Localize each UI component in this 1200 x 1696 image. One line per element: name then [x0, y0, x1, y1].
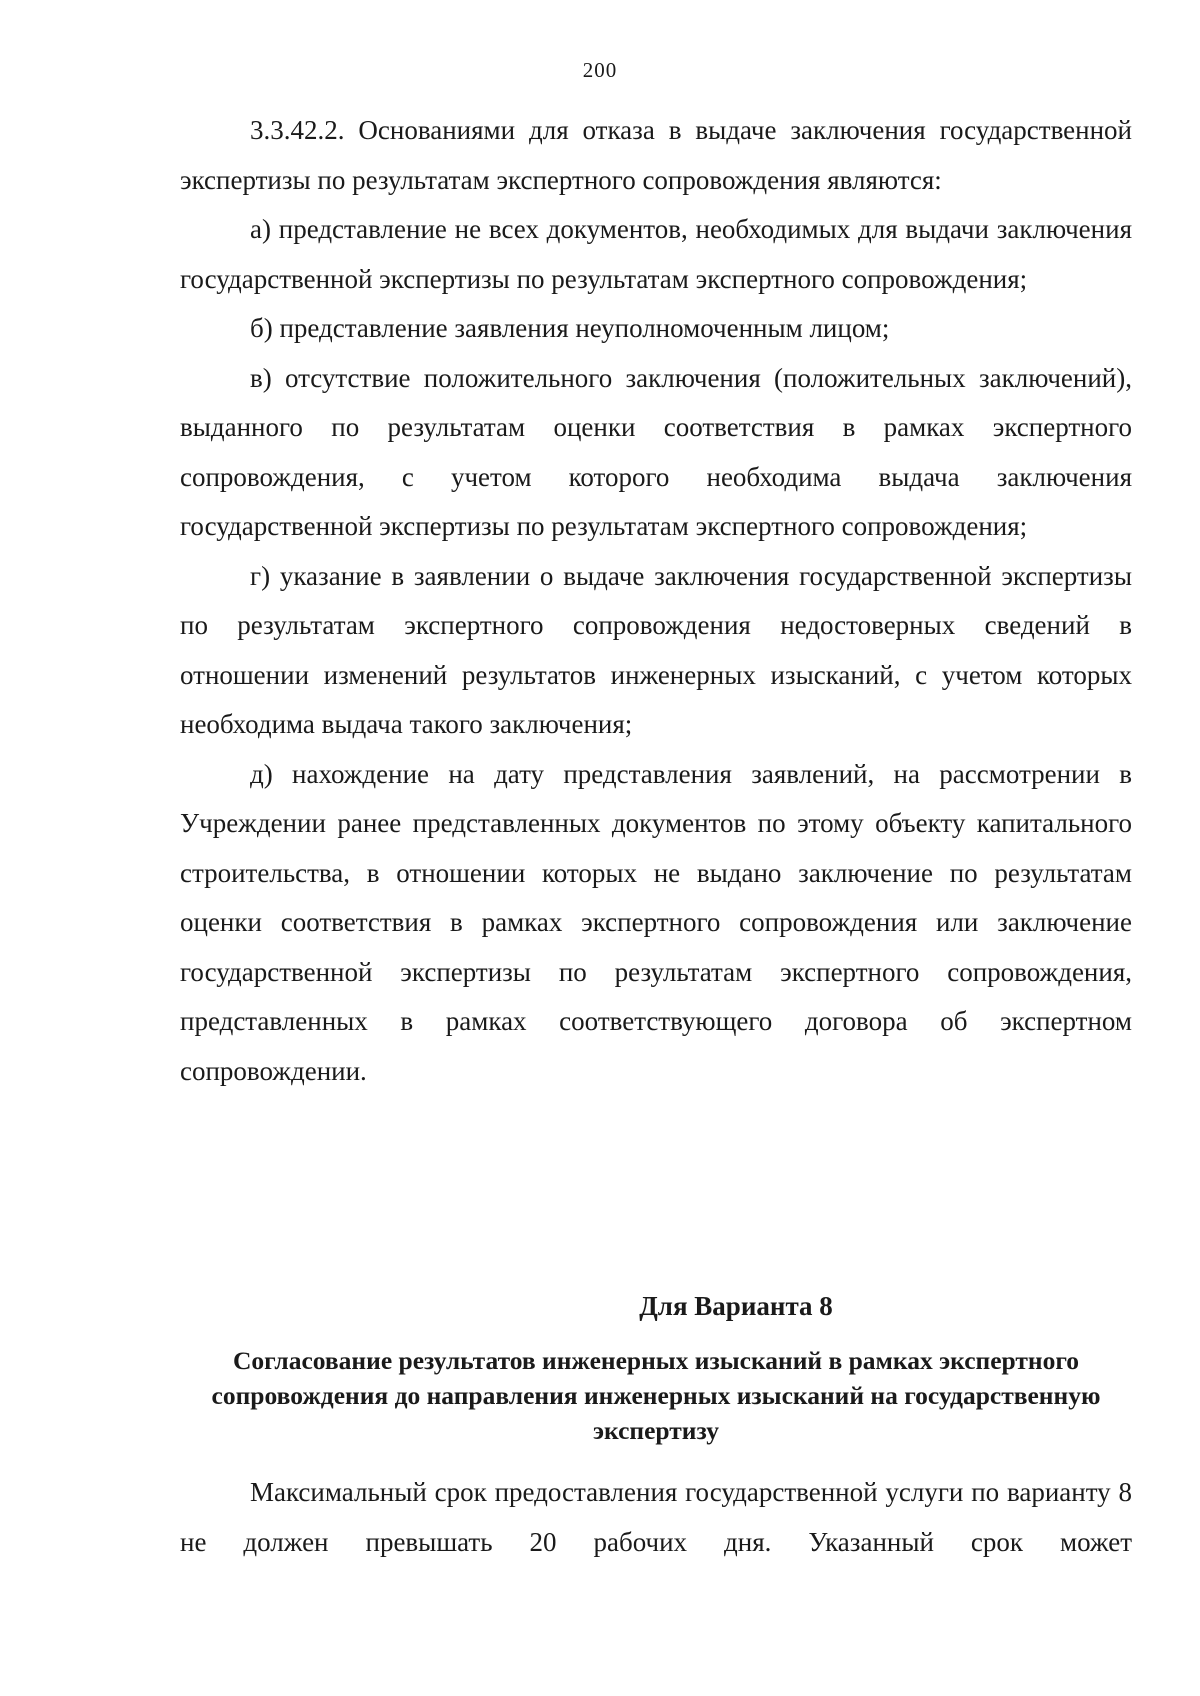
paragraph-item-b: б) представление заявления неуполномоченным лицом; — [250, 313, 890, 343]
section-title: Для Варианта 8 — [639, 1291, 833, 1321]
document-body — [180, 106, 1132, 1096]
paragraph-item-g: г) указание в заявлении о выдаче заключения государственной экспертизы по результатам экспертного сопровождения недостоверных сведений в отношении изменений результатов инженерных изысканий, с учетом которых необходима выдача такого заключения; — [180, 560, 1132, 739]
section-subtitle: Согласование результатов инженерных изысканий в рамках экспертного сопровождения до направления инженерных изысканий на государственную экспертизу — [211, 1346, 1101, 1445]
paragraph-3-3-42-2: 3.3.42.2. Основаниями для отказа в выдаче заключения государственной экспертизы по результатам экспертного сопровождения являются: — [180, 115, 1132, 195]
variant-8-body — [180, 1468, 1132, 1567]
paragraph-item-d: д) нахождение на дату представления заявлений, на рассмотрении в Учреждении ранее представленных документов по этому объекту капитального строительства, в отношении которых не выдано заключение по результатам оценки соответствия в рамках экспертного сопровождения или заключение государственной экспертизы по результатам экспертного сопровождения, представленных в рамках соответствующего договора об экспертном сопровождении. — [180, 758, 1132, 1086]
page-number: 200 — [582, 58, 618, 82]
paragraph-item-v: в) отсутствие положительного заключения (положительных заключений), выданного по результатам оценки соответствия в рамках экспертного сопровождения, с учетом которого необходима выдача заключения государственной экспертизы по результатам экспертного сопровождения; — [180, 362, 1132, 541]
variant-8-section — [180, 1289, 1132, 1448]
paragraph-max-term: Максимальный срок предоставления государственной услуги по варианту 8 не должен превышать 20 рабочих дня. Указанный срок может — [180, 1477, 1132, 1557]
paragraph-item-a: а) представление не всех документов, необходимых для выдачи заключения государственной экспертизы по результатам экспертного сопровождения; — [180, 214, 1132, 294]
